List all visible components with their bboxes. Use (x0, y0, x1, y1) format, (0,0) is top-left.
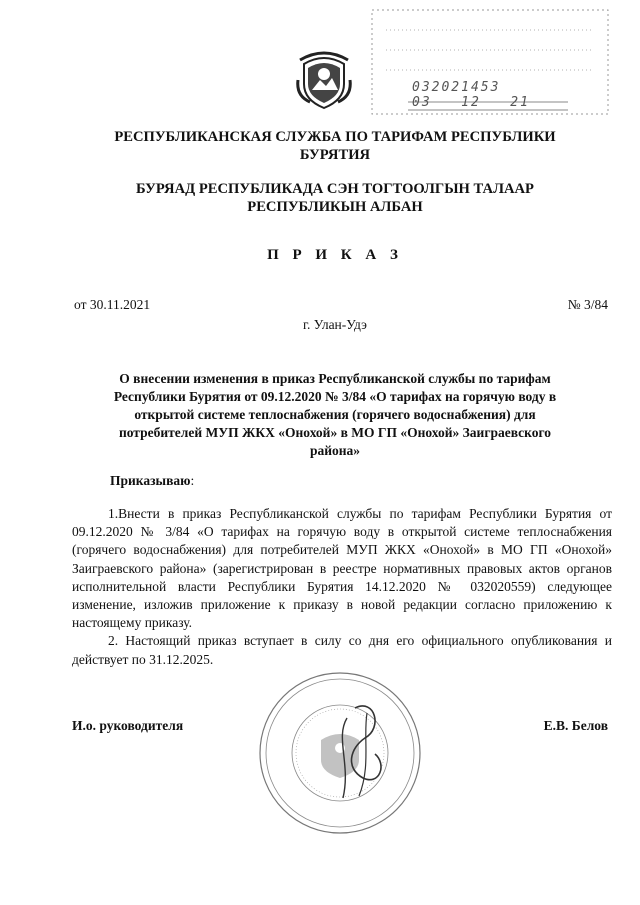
official-seal-with-signature (255, 668, 425, 838)
body-paragraph-1: 1.Внести в приказ Республиканской службы по тарифам Республики Бурятия от 09.12.2020 № 3/84 «О тарифах на горячую воду в открытой системе теплоснабжения (горячего водоснабжения) для потребителей МУП ЖКХ «Онохой» в МО ГП «Онохой» Заиграевского района» (зарегистрирован в реестре нормативных правовых актов органов исполнительной власти Республики Бурятия 14.12.2020 № 032020559) следующее изменение, изложив приложение к приказу в новой редакции согласно приложению к настоящему приказу. (72, 506, 612, 631)
subject-line: района» (309, 443, 361, 458)
org-title-bur-line2: РЕСПУБЛИКЫН АЛБАН (247, 199, 423, 215)
signatory-name: Е.В. Белов (543, 718, 608, 733)
document-type-title: П Р И К А З (267, 247, 403, 263)
order-directive (110, 473, 194, 489)
signatory-title: И.о. руководителя (72, 718, 184, 733)
document-date: от 30.11.2021 (74, 297, 151, 312)
subject-line: О внесении изменения в приказ Республиканской службы по тарифам (119, 371, 551, 386)
org-title-ru-line1: РЕСПУБЛИКАНСКАЯ СЛУЖБА ПО ТАРИФАМ РЕСПУБЛИКИ (114, 129, 556, 145)
document-subject (80, 370, 590, 460)
subject-line: Республики Бурятия от 09.12.2020 № 3/84 «О тарифах на горячую воду в (113, 389, 557, 404)
order-directive-colon: : (190, 473, 195, 488)
subject-line: открытой системе теплоснабжения (горячего водоснабжения) для (134, 407, 536, 422)
org-title-ru (60, 128, 610, 164)
order-directive-word: Приказываю (110, 473, 191, 488)
document-city: г. Улан-Удэ (303, 317, 367, 332)
subject-line: потребителей МУП ЖКХ «Онохой» в МО ГП «Онохой» Заиграевского (118, 425, 552, 440)
registration-number: 03202145З (412, 80, 501, 95)
coat-of-arms-emblem (296, 50, 352, 110)
org-title-bur (60, 180, 610, 216)
org-title-ru-line2: БУРЯТИЯ (299, 147, 371, 163)
registration-date: 03 12 21 (412, 95, 530, 110)
document-number: № 3/84 (567, 297, 608, 312)
body-paragraph-2: 2. Настоящий приказ вступает в силу со дня его официального опубликования и действует по 31.12.2025. (72, 633, 612, 667)
org-title-bur-line1: БУРЯАД РЕСПУБЛИКАДА СЭН ТОГТООЛГЫН ТАЛААР (136, 181, 534, 197)
document-body (72, 505, 612, 669)
